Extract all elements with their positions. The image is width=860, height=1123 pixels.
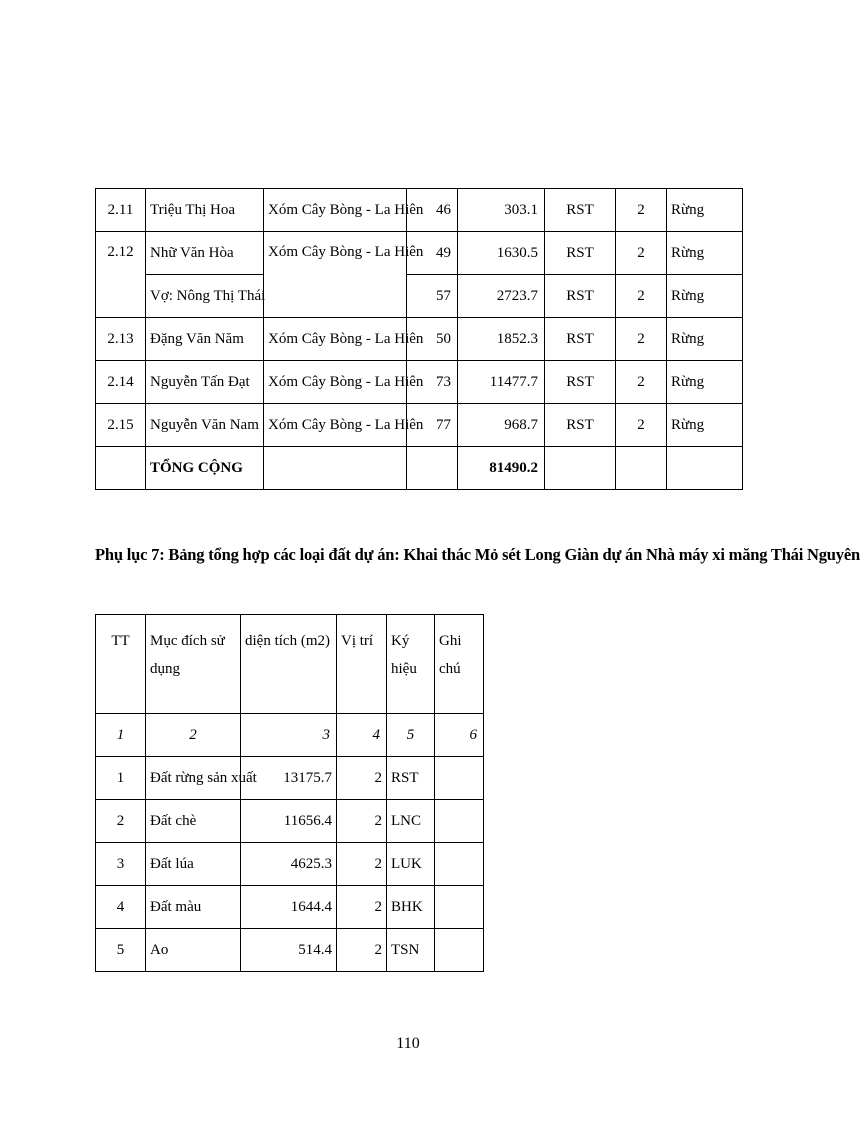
row-symbol: RST: [387, 757, 435, 800]
row-purpose: Đất rừng sản xuất: [146, 757, 241, 800]
header-row: [96, 615, 484, 714]
row-note: Rừng: [667, 189, 743, 232]
row-note: Rừng: [667, 404, 743, 447]
empty-cell: [667, 447, 743, 490]
row-tt: 2.12: [96, 232, 146, 318]
row-name: Nhữ Văn Hòa: [146, 232, 264, 275]
row-area: 11656.4: [241, 800, 337, 843]
row-area: 1852.3: [458, 318, 545, 361]
row-address: Xóm Cây Bòng - La Hiên: [264, 232, 407, 318]
header-symbol: Ký hiệu: [387, 615, 435, 714]
row-symbol: RST: [545, 275, 616, 318]
table-row: [96, 404, 743, 447]
row-area: 13175.7: [241, 757, 337, 800]
row-parcel-no: 46: [407, 189, 458, 232]
empty-cell: [616, 447, 667, 490]
row-symbol: RST: [545, 404, 616, 447]
page-number: 110: [396, 1035, 420, 1052]
header-position: Vị trí: [337, 615, 387, 714]
row-note: Rừng: [667, 318, 743, 361]
row-address: Xóm Cây Bòng - La Hiên: [264, 318, 407, 361]
row-name: Nguyễn Văn Nam: [146, 404, 264, 447]
empty-cell: [407, 447, 458, 490]
row-position: 2: [616, 189, 667, 232]
row-purpose: Đất chè: [146, 800, 241, 843]
row-purpose: Đất màu: [146, 886, 241, 929]
row-symbol: RST: [545, 189, 616, 232]
table-row: [96, 843, 484, 886]
row-note: [435, 929, 484, 972]
row-position: 2: [337, 800, 387, 843]
row-position: 2: [616, 318, 667, 361]
row-tt: 2.14: [96, 361, 146, 404]
row-tt: 2.11: [96, 189, 146, 232]
row-area: 11477.7: [458, 361, 545, 404]
row-note: [435, 843, 484, 886]
header-area: diện tích (m2): [241, 615, 337, 714]
row-parcel-no: 57: [407, 275, 458, 318]
row-symbol: LUK: [387, 843, 435, 886]
row-position: 2: [616, 361, 667, 404]
row-parcel-no: 49: [407, 232, 458, 275]
header-purpose: Mục đích sử dụng: [146, 615, 241, 714]
row-purpose: Ao: [146, 929, 241, 972]
row-position: 2: [337, 929, 387, 972]
appendix-caption: Phụ lục 7: Bảng tổng hợp các loại đất dự án: Khai thác Mỏ sét Long Giàn dự án Nhà máy xi măng Thái Nguyên: [95, 545, 860, 564]
row-area: 1630.5: [458, 232, 545, 275]
index-cell: 2: [146, 714, 241, 757]
row-tt: 2.13: [96, 318, 146, 361]
table-row: [96, 800, 484, 843]
empty-cell: [545, 447, 616, 490]
row-tt: 5: [96, 929, 146, 972]
row-position: 2: [337, 843, 387, 886]
empty-cell: [264, 447, 407, 490]
header-note: Ghi chú: [435, 615, 484, 714]
empty-cell: [96, 447, 146, 490]
row-note: Rừng: [667, 232, 743, 275]
row-tt: 2: [96, 800, 146, 843]
row-position: 2: [616, 275, 667, 318]
table-row: [96, 275, 743, 318]
row-area: 968.7: [458, 404, 545, 447]
row-parcel-no: 73: [407, 361, 458, 404]
table-row: [96, 929, 484, 972]
table-row: [96, 189, 743, 232]
index-cell: 5: [387, 714, 435, 757]
row-tt: 2.15: [96, 404, 146, 447]
index-cell: 3: [241, 714, 337, 757]
row-symbol: BHK: [387, 886, 435, 929]
row-position: 2: [616, 232, 667, 275]
total-area: 81490.2: [458, 447, 545, 490]
row-area: 303.1: [458, 189, 545, 232]
index-cell: 6: [435, 714, 484, 757]
index-cell: 1: [96, 714, 146, 757]
row-position: 2: [337, 757, 387, 800]
table-row: [96, 232, 743, 275]
header-tt: TT: [96, 615, 146, 714]
total-row: [96, 447, 743, 490]
row-symbol: LNC: [387, 800, 435, 843]
row-symbol: RST: [545, 232, 616, 275]
row-address: Xóm Cây Bòng - La Hiên: [264, 189, 407, 232]
table-row: [96, 886, 484, 929]
row-name: Đặng Văn Năm: [146, 318, 264, 361]
row-address: Xóm Cây Bòng - La Hiên: [264, 404, 407, 447]
row-area: 2723.7: [458, 275, 545, 318]
row-parcel-no: 77: [407, 404, 458, 447]
row-position: 2: [616, 404, 667, 447]
row-name: Nguyễn Tấn Đạt: [146, 361, 264, 404]
row-symbol: RST: [545, 361, 616, 404]
land-type-summary-table: [95, 614, 484, 972]
index-cell: 4: [337, 714, 387, 757]
row-note: [435, 886, 484, 929]
row-note: [435, 800, 484, 843]
row-name: Vợ: Nông Thị Thái: [146, 275, 264, 318]
row-tt: 1: [96, 757, 146, 800]
row-position: 2: [337, 886, 387, 929]
row-area: 4625.3: [241, 843, 337, 886]
total-label: TỔNG CỘNG: [146, 447, 264, 490]
row-area: 1644.4: [241, 886, 337, 929]
table-row: [96, 361, 743, 404]
row-symbol: TSN: [387, 929, 435, 972]
row-tt: 4: [96, 886, 146, 929]
table-row: [96, 318, 743, 361]
table-row: [96, 757, 484, 800]
row-tt: 3: [96, 843, 146, 886]
row-symbol: RST: [545, 318, 616, 361]
row-address: Xóm Cây Bòng - La Hiên: [264, 361, 407, 404]
row-purpose: Đất lúa: [146, 843, 241, 886]
row-note: Rừng: [667, 361, 743, 404]
household-land-table: [95, 188, 743, 490]
row-name: Triệu Thị Hoa: [146, 189, 264, 232]
row-parcel-no: 50: [407, 318, 458, 361]
row-note: Rừng: [667, 275, 743, 318]
row-note: [435, 757, 484, 800]
index-row: [96, 714, 484, 757]
row-area: 514.4: [241, 929, 337, 972]
